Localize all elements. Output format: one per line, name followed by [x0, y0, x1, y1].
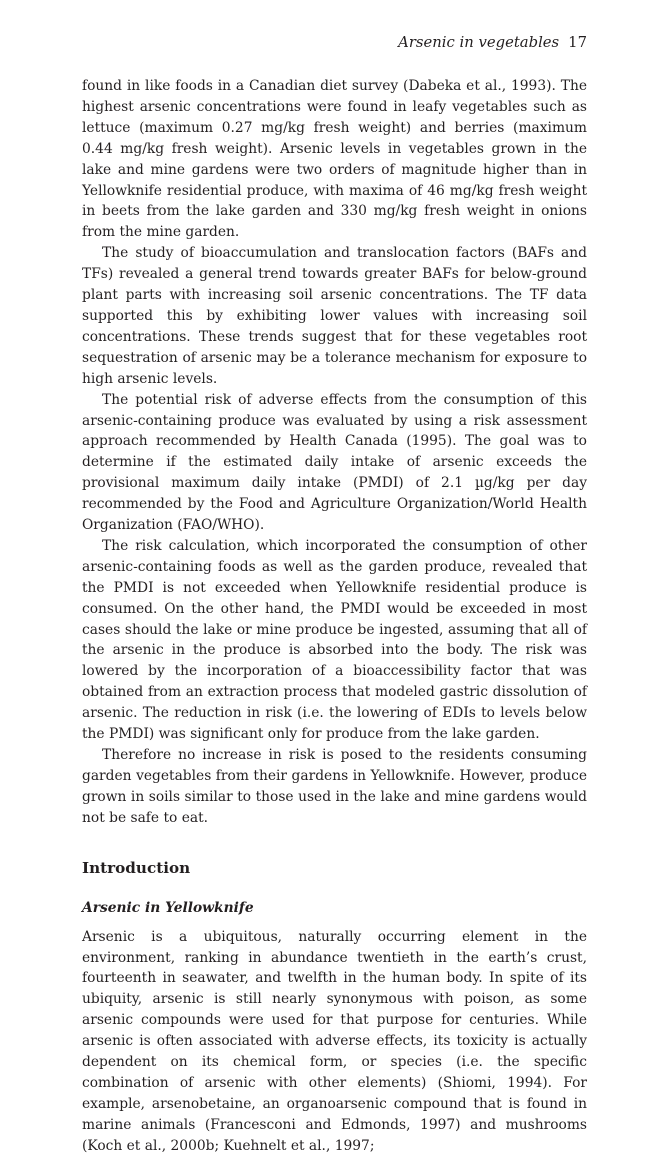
section-heading-introduction: Introduction: [82, 858, 191, 877]
subsection-heading-arsenic-in-yellowknife: Arsenic in Yellowknife: [82, 899, 254, 916]
page-body: [82, 76, 587, 1157]
running-head: [82, 34, 587, 52]
paragraph-introduction: Arsenic is a ubiquitous, naturally occurring element in the environment, ranking in abundance twentieth in the earth’s crust, fourteenth in seawater, and twelfth in the human body. In spite of its ubiquity, arsenic is still nearly synonymous with poison, as some arsenic compounds were used for that purpose for centuries. While arsenic is often associated with adverse effects, its toxicity is actually dependent on its chemical form, or species (i.e. the specific combination of arsenic with other elements) (Shiomi, 1994). For example, arsenobetaine, an organoarsenic compound that is found in marine animals (Francesconi and Edmonds, 1997) and mushrooms (Koch et al., 2000b; Kuehnelt et al., 1997;: [82, 928, 587, 1154]
page-number: 17: [568, 34, 587, 51]
paragraph-conclusion: Therefore no increase in risk is posed to the residents consuming garden vegetables from their gardens in Yellowknife. However, produce grown in soils similar to those used in the lake and mine gardens would not be safe to eat.: [82, 747, 587, 826]
paragraph-baf-tf: The study of bioaccumulation and translocation factors (BAFs and TFs) revealed a general trend towards greater BAFs for below-ground plant parts with increasing soil arsenic concentrations. The TF data supported this by exhibiting lower values with increasing soil concentrations. These trends suggest that for these vegetables root sequestration of arsenic may be a tolerance mechanism for exposure to high arsenic levels.: [82, 245, 587, 387]
paragraph-risk-calculation: The risk calculation, which incorporated the consumption of other arsenic-containing foods as well as the garden produce, revealed that the PMDI is not exceeded when Yellowknife residential produce is consumed. On the other hand, the PMDI would be exceeded in most cases should the lake or mine produce be ingested, assuming that all of the arsenic in the produce is absorbed into the body. The risk was lowered by the incorporation of a bioaccessibility factor that was obtained from an extraction process that modeled gastric dissolution of arsenic. The reduction in risk (i.e. the lowering of EDIs to levels below the PMDI) was significant only for produce from the lake garden.: [82, 537, 587, 743]
paragraph-risk-approach: The potential risk of adverse effects from the consumption of this arsenic-containing produce was evaluated by using a risk assessment approach recommended by Health Canada (1995). The goal was to determine if the estimated daily intake of arsenic exceeds the provisional maximum daily intake (PMDI) of 2.1 µg/kg per day recommended by the Food and Agriculture Organization/World Health Organization (FAO/WHO).: [82, 391, 587, 534]
paragraph-continued: found in like foods in a Canadian diet survey (Dabeka et al., 1993). The highest arsenic concentrations were found in leafy vegetables such as lettuce (maximum 0.27 mg/kg fresh weight) and berries (maximum 0.44 mg/kg fresh weight). Arsenic levels in vegetables grown in the lake and mine gardens were two orders of magnitude higher than in Yellowknife residential produce, with maxima of 46 mg/kg fresh weight in beets from the lake garden and 330 mg/kg fresh weight in onions from the mine garden.: [82, 78, 587, 241]
running-head-title: Arsenic in vegetables: [398, 34, 560, 51]
